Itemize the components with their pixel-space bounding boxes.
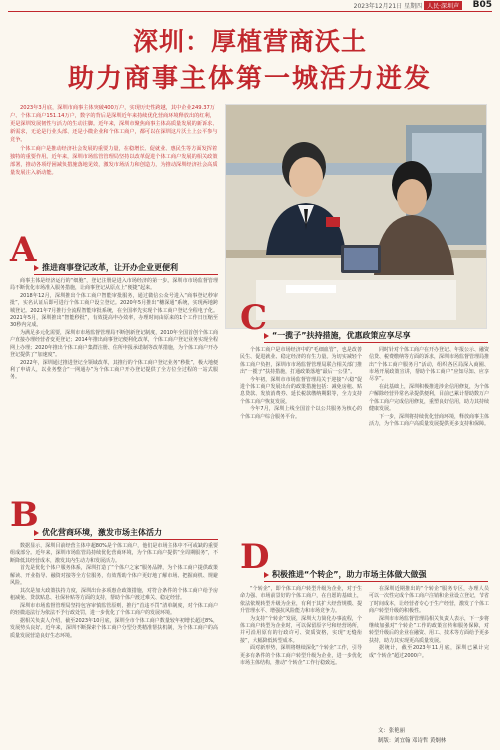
section-b-paragraph: 数据显示，深圳目前经营主体中超80%是个体工商户，他们是市场主体中不可或缺的重要组成部分。近年来，深圳市场监管局持续优化营商环境，为个体工商户提供“全周期服务”，不断降低其经营成本，激发其内生动力和发展活力。 — [10, 543, 218, 564]
section-c-paragraph: 下一步，深圳将持续优化营商环境，释放商事主体活力，为个体工商户高质量发展提供更多支持和保障。 — [369, 413, 490, 427]
section-c-letter: C — [240, 298, 268, 338]
triangle-bullet-icon — [264, 572, 269, 578]
section-d-paragraph: 为支持“个转企”发展，深圳大力简化办事流程，个体工商户转型为企业时，可以保留原字号和经营场所，并可沿用原有的行政许可、资质资格，实现“无缝衔接”，大幅降低转型成本。 — [240, 615, 362, 644]
headline-line-2: 助力商事主体第一城活力迸发 — [67, 64, 432, 94]
issue-date: 2023年12月21日 星期四 人民·深圳声 — [354, 1, 462, 10]
section-a-paragraph: 2022年，深圳通过推进登记全领域改革，其推行的个体工商户登记业务“秒批”，极大地便利了申请人，以业务整合“一网通办”为个体工商户开办登记提供了全方位全过程的一站式服务。 — [10, 359, 218, 381]
section-a-letter: A — [10, 230, 37, 270]
section-b-letter: B — [10, 495, 39, 535]
section-b-paragraph: 首先是优化个体户服务体系，深圳打造了“个体户之家”服务品牌，为个体工商户提供政策解读、开业指导、融资对接等全方位服务，有效帮助个体户更好地了解市场、把握商机、规避风险。 — [10, 565, 218, 586]
lead-paragraph: 2023年3月底，深圳市商事主体突破400万户，实现历史性跨越，其中企业249.37万户、个体工商户151.14万户，数字的背后是深圳近年来持续优化营商环境释放出的红利，更是深圳发展韧性与活力的生动注脚。近年来，深圳市聚焦商事主体高质量发展的新诉求、新需求，无论是行业头部、还是小微企业和个体工商户，都可以在深圳这片沃土上公平参与竞争。 — [10, 105, 218, 143]
section-c-paragraph: 今年7月，深圳上线全国首个以公共服务为核心的个体工商户综合服务平台。 — [240, 406, 362, 420]
section-a-body — [10, 278, 218, 382]
section-d-paragraph: 在深圳近期推出的“个转企”服务专区，办理人员可以一次性完成个体工商户注销和企业设立登记，节省了时间成本，让经营者专心于生产经营，激发了个体工商户转型升级的积极性。 — [369, 586, 490, 614]
section-a-title: 推进商事登记改革，让开办企业更便利 — [34, 262, 218, 275]
page-number: B05 — [472, 0, 492, 10]
section-b-title: 优化营商环境，激发市场主体活力 — [34, 527, 218, 540]
section-a-paragraph: 2018年12月，深圳推出个体工商户智能审批服务，通过微信公众号进入“商事登记秒审批”，实名认证后即可进行个体工商户设立登记。2020年5月推出“穗深通”系统，实现两地跨城登记。2021年7月推行全流程智能审批系统，在全国率先实现个体工商户登记全程电子化。2021年5月，深圳推出“智能秒批”，有效提高申办效率，办理时间由原来的1个工作日压缩至30秒内完成。 — [10, 293, 218, 329]
section-d-paragraph: “个转企”，即个体工商户转型升级为企业，对于生命力强、市场前景好的个体工商户，在自愿的基础上，依法依规转型升级为企业，有利于其扩大经营规模、提升管理水平、增强抗风险能力和市场竞争力。 — [240, 586, 362, 614]
section-d-paragraph: 面对新形势，深圳将继续深化“个转企”工作，引导更多有条件的个体工商户转型升级为企业，进一步优化市场主体结构，推动“个转企”工作行稳致远。 — [240, 645, 362, 666]
triangle-bullet-icon — [34, 530, 39, 536]
section-c-paragraph: 在此基础上，深圳积极推进涉企信用修复，为个体户解除经营异常名录提供便利，目前已累计帮助数万户个体工商户完成信用修复，重塑良好信用，助力其持续健康发展。 — [369, 383, 490, 412]
section-d-title: 积极推进“个转企”，助力市场主体做大做强 — [264, 569, 488, 582]
section-c-paragraph: 今年初，深圳市市场监督管理局关于迎接“六稳”促进个体工商户发展出台的政策措施包括：减免房租、贴息贷款、发放消费券、延长税款缴纳期限等，全力支持个体工商户恢复发展。 — [240, 376, 362, 405]
section-b-body — [10, 543, 218, 640]
section-c-col-2 — [369, 347, 489, 429]
byline-editor: 制版：刘宜翰 邓诗哲 黄炯林 — [378, 738, 447, 744]
lead-paragraphs — [10, 104, 218, 178]
section-d-paragraph: 据统计，截至2023年11月底，深圳已累计完成“个转企”超过2000户。 — [369, 645, 489, 659]
byline-author: 文：张艳丽 — [378, 728, 405, 734]
section-b-paragraph: 据相关负责人介绍，截至2023年10月底，深圳全市个体工商户数量较年初增长超过8%，发展势头良好。近年来，深圳不断探索个体工商户分型分类精准帮扶机制，为个体工商户的高质量发展营造良好生态环境。 — [10, 617, 218, 639]
triangle-bullet-icon — [264, 333, 269, 339]
section-d-letter: D — [240, 537, 270, 577]
section-c-col-1 — [240, 347, 362, 421]
service-counter-photo — [225, 104, 487, 329]
triangle-bullet-icon — [34, 265, 39, 271]
section-b-paragraph: 其次是加大政策扶持力度，深圳出台多项惠企政策措施，对符合条件的个体工商户给予房租减免、贷款贴息、社保补贴等方面的支持，帮助个体户渡过难关、稳定经营。 — [10, 587, 218, 602]
header-rule — [8, 11, 492, 12]
section-a-paragraph: 为满足多元化需要，深圳市市场监督管理局不断创新登记制度，2010年全国首创个体工商户直接办理经营者变更登记；2014年推出商事登记便利化改革，个体工商户登记业务实现全程网上办理；2020年推出个体工商户集群注册、住所申报承诺制等改革措施，为个体工商户开办登记提供了“加速度”。 — [10, 330, 218, 358]
section-tag: 人民·深圳声 — [424, 1, 462, 10]
section-b-paragraph: 深圳市市场监督管理局坚持包容审慎监管原则，推行“首违不罚”清单制度，对个体工商户的轻微违法行为依法不予行政处罚，进一步优化了个体工商户的发展环境。 — [10, 602, 218, 617]
headline-line-1: 深圳：厚植营商沃土 — [132, 27, 367, 56]
section-a-paragraph: 商事主体是经济运行的“细胞”，登记注册是进入市场经济的第一步。深圳市市场监督管理局不断优化市场准入服务措施，让商事登记从原点上“便捷”起来。 — [10, 278, 218, 292]
section-c-paragraph: 个体工商户是市场经济中的“毛细血管”，也是改善民生、促进就业、稳定经济的有生力量。为切实减轻个体工商户负担，深圳市市场监督管理局联合相关部门推出“一揽子”扶持措施，打通政策落地“最后一公里”。 — [240, 347, 362, 375]
lead-paragraph: 个体工商户是推动经济社会发展的重要力量，在稳增长、促就业、惠民生等方面发挥着独特的重要作用。近年来，深圳市场监管管理局坚持以改革促进个体工商户发展的相关政策部署，推动各项纾困减负措施落地见效，激发市场活力和创造力，为推动深圳经济社会高质量发展注入新动能。 — [10, 146, 218, 176]
section-c-title: “一揽子”扶持措施，优惠政策应享尽享 — [264, 330, 488, 343]
section-d-paragraph: 深圳市市场监督管理局相关负责人表示，下一步将继续加强对“个转企”工作的政策宣传和服务保障，对转型升级后的企业在融资、用工、技术等方面给予更多扶持，助力其实现更高质量发展。 — [369, 615, 490, 644]
section-d-col-1 — [240, 586, 362, 668]
section-d-col-2 — [369, 586, 489, 660]
section-c-paragraph: 同时针对个体工商户在开办登记、年报公示、融资信贷、税费缴纳等方面的诉求，深圳市场监督管理局推出“个体工商户服务月”活动，组织各区局深入商圈、市场开展政策宣讲，帮助个体工商户“应知尽知、应享尽享”。 — [369, 347, 490, 383]
